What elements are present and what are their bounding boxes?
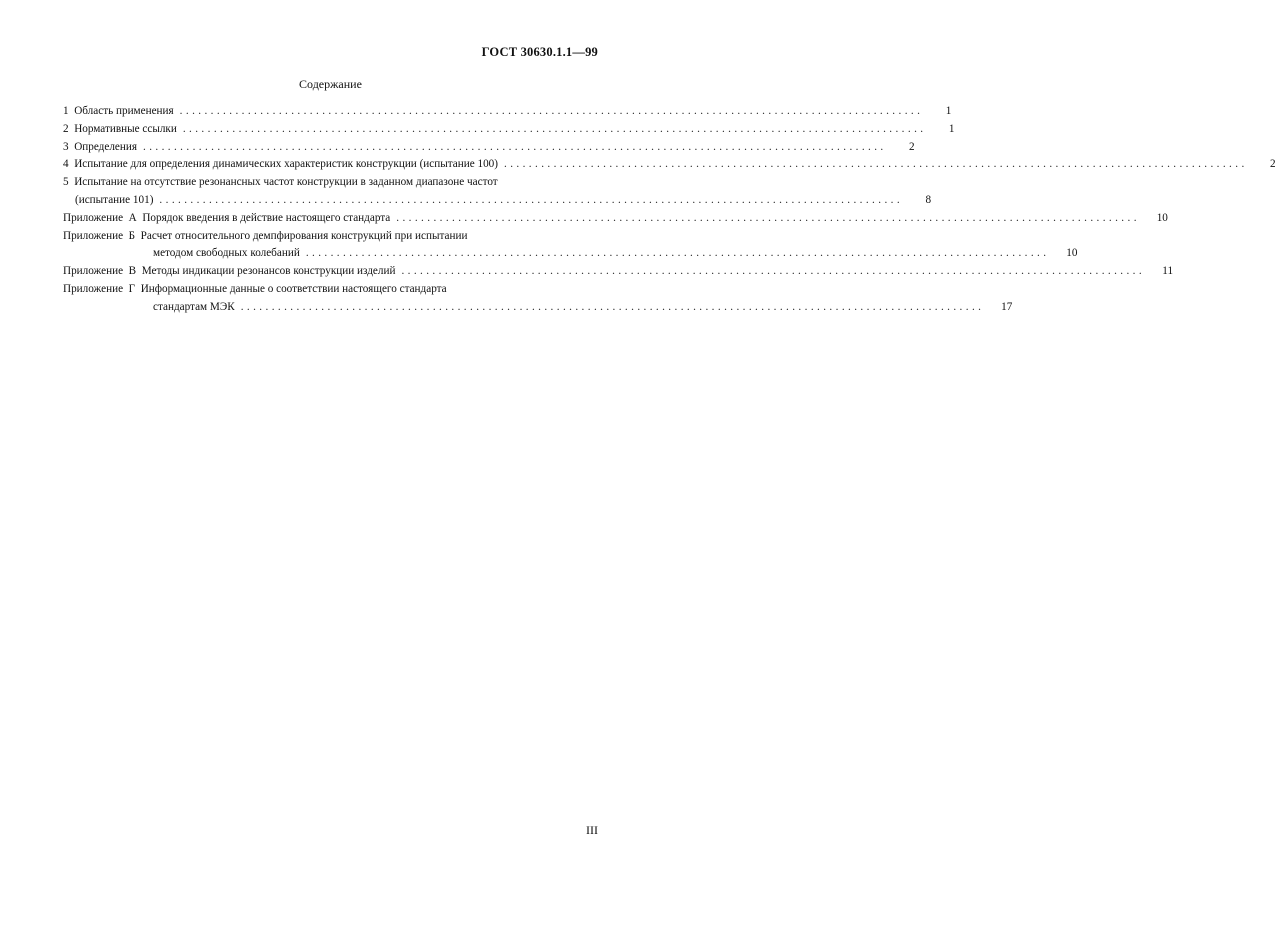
toc-entry-page: 2 xyxy=(909,140,915,153)
toc-entry-1[interactable] xyxy=(63,103,952,121)
appendix-label: Приложение А xyxy=(63,211,137,224)
leader-dots: ........................................................................................................................ xyxy=(179,105,924,117)
appendix-title: Методы индикации резонансов конструкции изделий xyxy=(141,265,396,278)
toc-entry-page: 1 xyxy=(948,122,955,135)
leader-dots: ........................................................................................................................ xyxy=(305,247,1050,260)
toc-entry-title: Определения xyxy=(74,140,137,153)
toc-entry-page: 8 xyxy=(925,193,932,206)
appendix-title: Расчет относительного демпфирования конструкций при испытании xyxy=(140,229,468,242)
document-code: ГОСТ 30630.1.1—99 xyxy=(481,45,598,59)
page-number: III xyxy=(586,823,598,837)
toc-entry-title: Испытание на отсутствие резонансных частот конструкции в заданном диапазоне частот xyxy=(74,176,498,189)
toc-entry-page: 17 xyxy=(1001,300,1013,313)
appendix-title: Информационные данные о соответствии настоящего стандарта xyxy=(140,282,447,295)
toc-appendix-v[interactable] xyxy=(63,263,1174,281)
leader-dots: ........................................................................................................................ xyxy=(396,211,1140,224)
appendix-label: Приложение Б xyxy=(63,229,136,242)
leader-dots: ........................................................................................................................ xyxy=(159,193,904,206)
toc-entry-number: 4 xyxy=(63,158,69,171)
table-of-contents xyxy=(63,103,1276,317)
toc-entry-number: 2 xyxy=(63,122,69,135)
toc-entry-number: 3 xyxy=(63,140,69,153)
leader-dots: ........................................................................................................................ xyxy=(143,140,887,153)
appendix-title-continuation: стандартам МЭК xyxy=(153,300,235,313)
toc-entry-title: Область применения xyxy=(74,105,174,117)
toc-title: Содержание xyxy=(299,77,362,91)
toc-entry-number: 5 xyxy=(63,176,69,189)
toc-entry-2[interactable] xyxy=(63,121,955,139)
toc-entry-page: 11 xyxy=(1162,265,1174,278)
toc-entry-number: 1 xyxy=(63,105,69,117)
toc-entry-page: 2 xyxy=(1270,158,1276,171)
appendix-label: Приложение Г xyxy=(63,282,136,295)
leader-dots: ........................................................................................................................ xyxy=(240,300,985,313)
appendix-label: Приложение В xyxy=(63,265,137,278)
leader-dots: ........................................................................................................................ xyxy=(504,158,1248,171)
toc-entry-title: Испытание для определения динамических характеристик конструкции (испытание 100) xyxy=(74,158,499,171)
toc-entry-title-continuation: (испытание 101) xyxy=(75,193,154,206)
leader-dots: ........................................................................................................................ xyxy=(401,265,1146,278)
toc-entry-page: 10 xyxy=(1156,211,1168,224)
toc-appendix-a[interactable] xyxy=(63,210,1168,228)
appendix-title-continuation: методом свободных колебаний xyxy=(153,247,300,260)
appendix-title: Порядок введения в действие настоящего стандарта xyxy=(142,211,391,224)
toc-entry-title: Нормативные ссылки xyxy=(74,122,177,135)
toc-entry-3[interactable] xyxy=(63,139,915,157)
toc-entry-5[interactable] xyxy=(63,174,932,210)
toc-appendix-b[interactable] xyxy=(63,228,1078,264)
leader-dots: ........................................................................................................................ xyxy=(182,122,927,135)
toc-entry-4[interactable] xyxy=(63,156,1276,174)
toc-entry-page: 10 xyxy=(1066,247,1078,260)
toc-entry-page: 1 xyxy=(945,105,952,117)
toc-appendix-g[interactable] xyxy=(63,281,1013,317)
